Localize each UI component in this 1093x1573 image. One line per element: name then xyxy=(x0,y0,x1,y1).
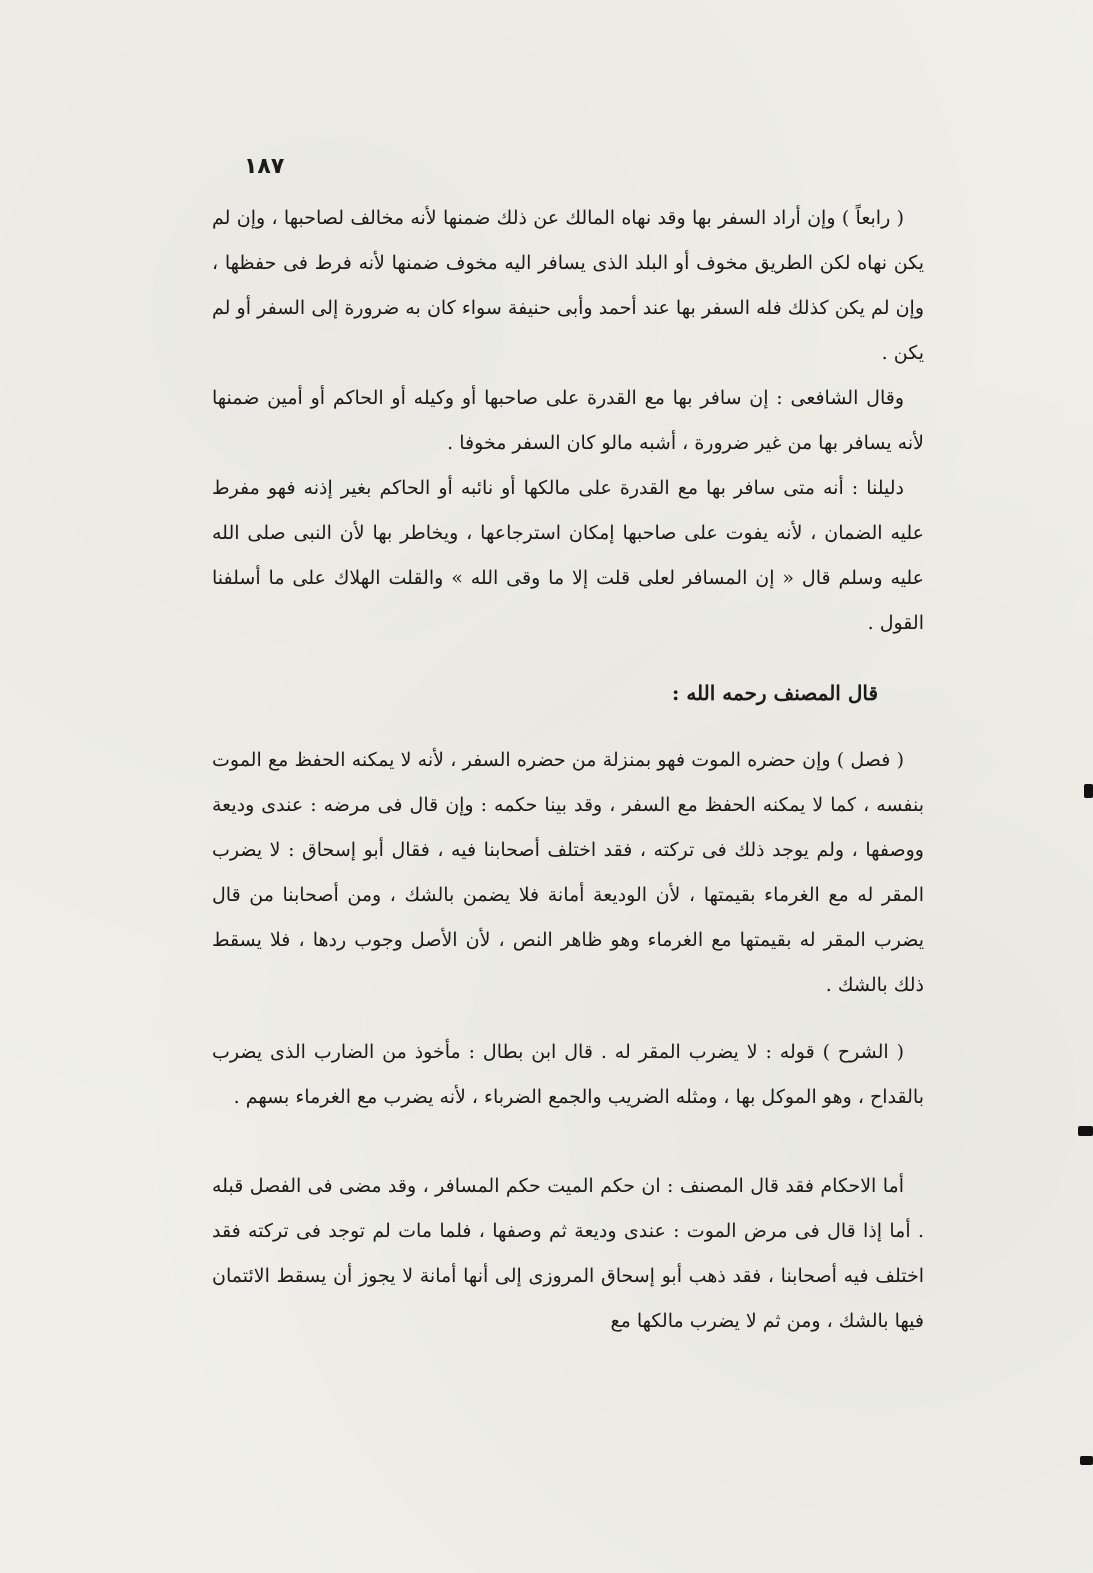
text-block-4 xyxy=(212,1164,924,1344)
edge-mark-2 xyxy=(1078,1126,1093,1136)
page-number: ١٨٧ xyxy=(244,154,285,179)
paragraph-fasl: ( فصل ) وإن حضره الموت فهو بمنزلة من حضره السفر ، لأنه لا يمكنه الحفظ مع الموت بنفسه ، كما لا يمكنه الحفظ مع السفر ، وقد بينا حكمه : وإن قال فى مرضه : عندى وديعة ووصفها ، ولم يوجد ذلك فى تركته ، فقد اختلف أصحابنا فيه ، فقال أبو إسحاق : لا يضرب المقر له مع الغرماء بقيمتها ، لأن الوديعة أمانة فلا يضمن بالشك ، ومن أصحابنا من قال يضرب المقر له بقيمتها مع الغرماء وهو ظاهر النص ، لأن الأصل وجوب ردها ، فلا يسقط ذلك بالشك . xyxy=(212,749,924,996)
section-heading: قال المصنف رحمه الله : xyxy=(671,681,878,705)
text-block-2 xyxy=(212,738,924,1008)
edge-mark-1 xyxy=(1084,784,1093,798)
paragraph-shafii: وقال الشافعى : إن سافر بها مع القدرة على صاحبها أو وكيله أو الحاكم أو أمين ضمنها لأنه يسافر بها من غير ضرورة ، أشبه مالو كان السفر مخوفا . xyxy=(212,387,924,454)
paragraph-rabian: ( رابعاً ) وإن أراد السفر بها وقد نهاه المالك عن ذلك ضمنها لأنه مخالف لصاحبها ، وإن لم يكن نهاه لكن الطريق مخوف أو البلد الذى يسافر اليه مخوف ضمنها لأنه فرط فى حفظها ، وإن لم يكن كذلك فله السفر بها عند أحمد وأبى حنيفة سواء كان به ضرورة إلى السفر أو لم يكن . xyxy=(212,207,924,364)
text-block-3 xyxy=(212,1030,924,1120)
edge-mark-3 xyxy=(1080,1456,1093,1465)
paragraph-ahkam: أما الاحكام فقد قال المصنف : ان حكم الميت حكم المسافر ، وقد مضى فى الفصل قبله . أما إذا قال فى مرض الموت : عندى وديعة ثم وصفها ، فلما مات لم توجد فى تركته فقد اختلف فيه أصحابنا ، فقد ذهب أبو إسحاق المروزى إلى أنها أمانة لا يجوز أن يسقط الائتمان فيها بالشك ، ومن ثم لا يضرب مالكها مع xyxy=(212,1175,924,1332)
paragraph-dalilna: دليلنا : أنه متى سافر بها مع القدرة على مالكها أو نائبه أو الحاكم بغير إذنه فهو مفرط عليه الضمان ، لأنه يفوت على صاحبها إمكان استرجاعها ، ويخاطر بها لأن النبى صلى الله عليه وسلم قال « إن المسافر لعلى قلت إلا ما وقى الله » والقلت الهلاك على ما أسلفنا القول . xyxy=(212,477,924,634)
paragraph-sharh: ( الشرح ) قوله : لا يضرب المقر له . قال ابن بطال : مأخوذ من الضارب الذى يضرب بالقداح ، وهو الموكل بها ، ومثله الضريب والجمع الضرباء ، لأنه يضرب مع الغرماء بسهم . xyxy=(212,1041,924,1108)
text-block-1 xyxy=(212,196,924,646)
